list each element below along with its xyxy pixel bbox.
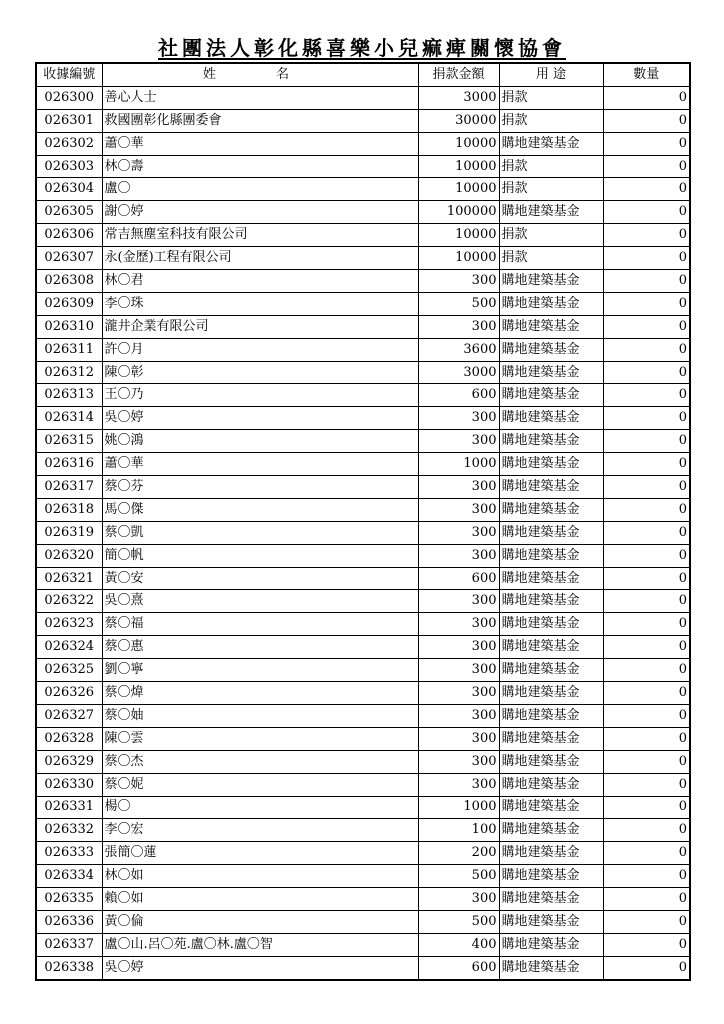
quantity-cell: 0: [603, 590, 690, 613]
quantity-cell: 0: [603, 636, 690, 659]
donor-name-cell: 蔡〇芬: [102, 476, 418, 499]
receipt-no-cell: 026324: [36, 636, 102, 659]
receipt-no-cell: 026325: [36, 659, 102, 682]
quantity-cell: 0: [603, 956, 690, 979]
donor-name-cell: 王〇乃: [102, 384, 418, 407]
table-row: [36, 315, 690, 338]
receipt-no-cell: 026329: [36, 750, 102, 773]
table-row: [36, 819, 690, 842]
receipt-no-cell: 026305: [36, 201, 102, 224]
donor-name-cell: 李〇珠: [102, 292, 418, 315]
donor-name-cell: 蔡〇惠: [102, 636, 418, 659]
donor-name-cell: 吳〇熹: [102, 590, 418, 613]
table-row: [36, 750, 690, 773]
amount-cell: 300: [418, 704, 499, 727]
amount-cell: 500: [418, 865, 499, 888]
purpose-cell: 購地建築基金: [499, 338, 603, 361]
receipt-no-cell: 026306: [36, 224, 102, 247]
purpose-cell: 購地建築基金: [499, 384, 603, 407]
table-row: [36, 659, 690, 682]
quantity-cell: 0: [603, 544, 690, 567]
donor-name-cell: 黃〇安: [102, 567, 418, 590]
purpose-cell: 購地建築基金: [499, 201, 603, 224]
receipt-no-cell: 026304: [36, 178, 102, 201]
purpose-cell: 購地建築基金: [499, 521, 603, 544]
purpose-cell: 購地建築基金: [499, 292, 603, 315]
purpose-cell: 購地建築基金: [499, 132, 603, 155]
table-row: [36, 407, 690, 430]
amount-cell: 10000: [418, 132, 499, 155]
table-header-row: [36, 63, 690, 86]
purpose-cell: 購地建築基金: [499, 750, 603, 773]
receipt-no-cell: 026300: [36, 86, 102, 109]
amount-cell: 300: [418, 636, 499, 659]
quantity-cell: 0: [603, 453, 690, 476]
receipt-no-cell: 026319: [36, 521, 102, 544]
amount-cell: 300: [418, 659, 499, 682]
quantity-cell: 0: [603, 910, 690, 933]
purpose-cell: 捐款: [499, 109, 603, 132]
quantity-cell: 0: [603, 178, 690, 201]
quantity-cell: 0: [603, 659, 690, 682]
receipt-no-cell: 026314: [36, 407, 102, 430]
table-row: [36, 476, 690, 499]
donor-name-cell: 姚〇鴻: [102, 430, 418, 453]
purpose-cell: 購地建築基金: [499, 613, 603, 636]
quantity-cell: 0: [603, 498, 690, 521]
header-receipt-no: 收據編號: [36, 63, 102, 86]
amount-cell: 10000: [418, 155, 499, 178]
amount-cell: 600: [418, 384, 499, 407]
purpose-cell: 捐款: [499, 178, 603, 201]
purpose-cell: 購地建築基金: [499, 727, 603, 750]
donor-name-cell: 黃〇倫: [102, 910, 418, 933]
amount-cell: 300: [418, 544, 499, 567]
purpose-cell: 購地建築基金: [499, 476, 603, 499]
donor-name-cell: 永(金歷)工程有限公司: [102, 247, 418, 270]
table-row: [36, 384, 690, 407]
purpose-cell: 購地建築基金: [499, 865, 603, 888]
purpose-cell: 購地建築基金: [499, 888, 603, 911]
quantity-cell: 0: [603, 338, 690, 361]
donor-name-cell: 陳〇雲: [102, 727, 418, 750]
quantity-cell: 0: [603, 201, 690, 224]
purpose-cell: 購地建築基金: [499, 544, 603, 567]
amount-cell: 200: [418, 842, 499, 865]
donor-name-cell: 盧〇: [102, 178, 418, 201]
purpose-cell: 購地建築基金: [499, 842, 603, 865]
purpose-cell: 購地建築基金: [499, 796, 603, 819]
donor-name-cell: 救國團彰化縣團委會: [102, 109, 418, 132]
donor-name-cell: 林〇壽: [102, 155, 418, 178]
amount-cell: 500: [418, 292, 499, 315]
table-row: [36, 544, 690, 567]
donor-name-cell: 賴〇如: [102, 888, 418, 911]
amount-cell: 300: [418, 613, 499, 636]
donor-name-cell: 楊〇: [102, 796, 418, 819]
purpose-cell: 購地建築基金: [499, 773, 603, 796]
receipt-no-cell: 026311: [36, 338, 102, 361]
donor-name-cell: 馬〇傑: [102, 498, 418, 521]
purpose-cell: 購地建築基金: [499, 682, 603, 705]
purpose-cell: 捐款: [499, 224, 603, 247]
receipt-no-cell: 026317: [36, 476, 102, 499]
donor-name-cell: 劉〇寧: [102, 659, 418, 682]
table-row: [36, 682, 690, 705]
amount-cell: 100000: [418, 201, 499, 224]
receipt-no-cell: 026312: [36, 361, 102, 384]
table-row: [36, 201, 690, 224]
receipt-no-cell: 026331: [36, 796, 102, 819]
table-row: [36, 704, 690, 727]
receipt-no-cell: 026328: [36, 727, 102, 750]
quantity-cell: 0: [603, 132, 690, 155]
quantity-cell: 0: [603, 613, 690, 636]
quantity-cell: 0: [603, 384, 690, 407]
table-row: [36, 498, 690, 521]
donor-name-cell: 蔡〇煒: [102, 682, 418, 705]
donor-name-cell: 謝〇婷: [102, 201, 418, 224]
purpose-cell: 購地建築基金: [499, 270, 603, 293]
amount-cell: 30000: [418, 109, 499, 132]
purpose-cell: 購地建築基金: [499, 590, 603, 613]
table-row: [36, 338, 690, 361]
donor-name-cell: 盧〇山.呂〇苑.盧〇林.盧〇智: [102, 933, 418, 956]
purpose-cell: 購地建築基金: [499, 819, 603, 842]
header-purpose: 用 途: [499, 63, 603, 86]
donor-name-cell: 林〇君: [102, 270, 418, 293]
table-row: [36, 590, 690, 613]
receipt-no-cell: 026337: [36, 933, 102, 956]
quantity-cell: 0: [603, 247, 690, 270]
receipt-no-cell: 026334: [36, 865, 102, 888]
receipt-no-cell: 026313: [36, 384, 102, 407]
purpose-cell: 購地建築基金: [499, 498, 603, 521]
quantity-cell: 0: [603, 727, 690, 750]
donation-table: [35, 62, 691, 981]
receipt-no-cell: 026336: [36, 910, 102, 933]
amount-cell: 3600: [418, 338, 499, 361]
quantity-cell: 0: [603, 842, 690, 865]
receipt-no-cell: 026318: [36, 498, 102, 521]
table-body: [36, 86, 690, 979]
donor-name-cell: 常吉無塵室科技有限公司: [102, 224, 418, 247]
table-row: [36, 292, 690, 315]
quantity-cell: 0: [603, 819, 690, 842]
receipt-no-cell: 026303: [36, 155, 102, 178]
document-title: [0, 34, 724, 62]
donor-name-cell: 李〇宏: [102, 819, 418, 842]
purpose-cell: 購地建築基金: [499, 910, 603, 933]
receipt-no-cell: 026310: [36, 315, 102, 338]
quantity-cell: 0: [603, 361, 690, 384]
table-row: [36, 933, 690, 956]
table-row: [36, 86, 690, 109]
table-row: [36, 109, 690, 132]
amount-cell: 10000: [418, 224, 499, 247]
receipt-no-cell: 026323: [36, 613, 102, 636]
table-row: [36, 842, 690, 865]
quantity-cell: 0: [603, 430, 690, 453]
donor-name-cell: 許〇月: [102, 338, 418, 361]
donor-name-cell: 陳〇彰: [102, 361, 418, 384]
amount-cell: 300: [418, 888, 499, 911]
amount-cell: 300: [418, 750, 499, 773]
quantity-cell: 0: [603, 521, 690, 544]
purpose-cell: 購地建築基金: [499, 659, 603, 682]
receipt-no-cell: 026322: [36, 590, 102, 613]
amount-cell: 600: [418, 567, 499, 590]
quantity-cell: 0: [603, 796, 690, 819]
donor-name-cell: 蔡〇妮: [102, 773, 418, 796]
table-row: [36, 453, 690, 476]
quantity-cell: 0: [603, 682, 690, 705]
amount-cell: 1000: [418, 453, 499, 476]
purpose-cell: 捐款: [499, 247, 603, 270]
receipt-no-cell: 026333: [36, 842, 102, 865]
quantity-cell: 0: [603, 270, 690, 293]
table-row: [36, 910, 690, 933]
receipt-no-cell: 026307: [36, 247, 102, 270]
quantity-cell: 0: [603, 155, 690, 178]
quantity-cell: 0: [603, 86, 690, 109]
table-row: [36, 636, 690, 659]
purpose-cell: 購地建築基金: [499, 453, 603, 476]
quantity-cell: 0: [603, 888, 690, 911]
receipt-no-cell: 026320: [36, 544, 102, 567]
receipt-no-cell: 026301: [36, 109, 102, 132]
amount-cell: 10000: [418, 247, 499, 270]
amount-cell: 300: [418, 498, 499, 521]
quantity-cell: 0: [603, 292, 690, 315]
amount-cell: 300: [418, 727, 499, 750]
table-row: [36, 613, 690, 636]
quantity-cell: 0: [603, 567, 690, 590]
donor-name-cell: 簡〇帆: [102, 544, 418, 567]
table-row: [36, 155, 690, 178]
table-row: [36, 796, 690, 819]
donor-name-cell: 善心人士: [102, 86, 418, 109]
purpose-cell: 捐款: [499, 155, 603, 178]
table-row: [36, 430, 690, 453]
amount-cell: 300: [418, 773, 499, 796]
donor-name-cell: 蔡〇杰: [102, 750, 418, 773]
amount-cell: 600: [418, 956, 499, 979]
amount-cell: 500: [418, 910, 499, 933]
receipt-no-cell: 026335: [36, 888, 102, 911]
table-row: [36, 567, 690, 590]
purpose-cell: 購地建築基金: [499, 430, 603, 453]
quantity-cell: 0: [603, 109, 690, 132]
quantity-cell: 0: [603, 865, 690, 888]
amount-cell: 300: [418, 430, 499, 453]
amount-cell: 10000: [418, 178, 499, 201]
amount-cell: 300: [418, 315, 499, 338]
receipt-no-cell: 026326: [36, 682, 102, 705]
receipt-no-cell: 026332: [36, 819, 102, 842]
receipt-no-cell: 026302: [36, 132, 102, 155]
header-name: 姓 名: [102, 63, 418, 86]
amount-cell: 100: [418, 819, 499, 842]
purpose-cell: 捐款: [499, 86, 603, 109]
receipt-no-cell: 026315: [36, 430, 102, 453]
table-row: [36, 247, 690, 270]
purpose-cell: 購地建築基金: [499, 315, 603, 338]
purpose-cell: 購地建築基金: [499, 361, 603, 384]
quantity-cell: 0: [603, 933, 690, 956]
amount-cell: 3000: [418, 86, 499, 109]
amount-cell: 300: [418, 682, 499, 705]
document-title-text: 社團法人彰化縣喜樂小兒痲痺關懷協會: [158, 36, 566, 60]
quantity-cell: 0: [603, 407, 690, 430]
quantity-cell: 0: [603, 224, 690, 247]
donor-name-cell: 蔡〇凱: [102, 521, 418, 544]
receipt-no-cell: 026321: [36, 567, 102, 590]
donor-name-cell: 林〇如: [102, 865, 418, 888]
donor-name-cell: 蔡〇福: [102, 613, 418, 636]
amount-cell: 300: [418, 590, 499, 613]
quantity-cell: 0: [603, 773, 690, 796]
amount-cell: 300: [418, 270, 499, 293]
amount-cell: 400: [418, 933, 499, 956]
donor-name-cell: 蕭〇華: [102, 132, 418, 155]
table-row: [36, 224, 690, 247]
table-row: [36, 773, 690, 796]
table-row: [36, 888, 690, 911]
donor-name-cell: 吳〇婷: [102, 956, 418, 979]
quantity-cell: 0: [603, 315, 690, 338]
quantity-cell: 0: [603, 704, 690, 727]
receipt-no-cell: 026308: [36, 270, 102, 293]
purpose-cell: 購地建築基金: [499, 956, 603, 979]
donor-name-cell: 蔡〇妯: [102, 704, 418, 727]
purpose-cell: 購地建築基金: [499, 704, 603, 727]
donor-name-cell: 吳〇婷: [102, 407, 418, 430]
amount-cell: 300: [418, 521, 499, 544]
amount-cell: 1000: [418, 796, 499, 819]
receipt-no-cell: 026327: [36, 704, 102, 727]
purpose-cell: 購地建築基金: [499, 407, 603, 430]
receipt-no-cell: 026316: [36, 453, 102, 476]
purpose-cell: 購地建築基金: [499, 933, 603, 956]
quantity-cell: 0: [603, 476, 690, 499]
table-row: [36, 270, 690, 293]
header-quantity: 數量: [603, 63, 690, 86]
table-row: [36, 865, 690, 888]
purpose-cell: 購地建築基金: [499, 636, 603, 659]
donor-name-cell: 瀧井企業有限公司: [102, 315, 418, 338]
table-row: [36, 521, 690, 544]
amount-cell: 300: [418, 407, 499, 430]
receipt-no-cell: 026309: [36, 292, 102, 315]
amount-cell: 300: [418, 476, 499, 499]
table-row: [36, 727, 690, 750]
receipt-no-cell: 026338: [36, 956, 102, 979]
quantity-cell: 0: [603, 750, 690, 773]
table-row: [36, 361, 690, 384]
donor-name-cell: 張簡〇蓮: [102, 842, 418, 865]
table-row: [36, 178, 690, 201]
header-amount: 捐款金額: [418, 63, 499, 86]
receipt-no-cell: 026330: [36, 773, 102, 796]
purpose-cell: 購地建築基金: [499, 567, 603, 590]
table-row: [36, 132, 690, 155]
amount-cell: 3000: [418, 361, 499, 384]
donor-name-cell: 蕭〇華: [102, 453, 418, 476]
table-row: [36, 956, 690, 979]
